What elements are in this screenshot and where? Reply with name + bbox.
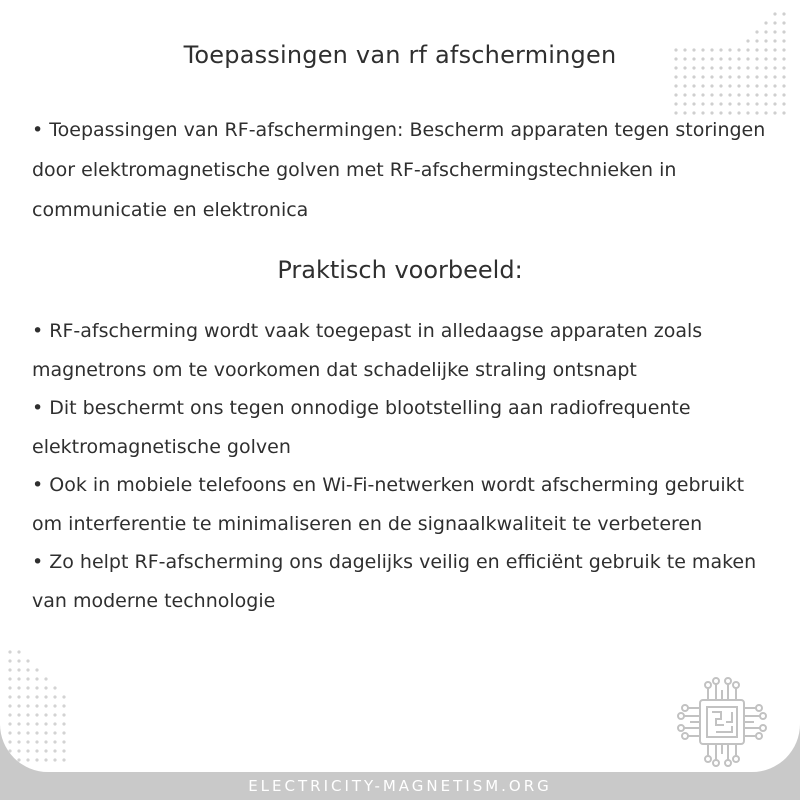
list-item: • RF-afscherming wordt vaak toegepast in alledaagse apparaten zoals magnetrons om te voorkomen dat schadelijke straling ontsnapt	[32, 320, 703, 381]
intro-paragraph: • Toepassingen van RF-afschermingen: Bescherm apparaten tegen storingen door elektromagnetische golven met RF-afschermingstechnieken in communicatie en elektronica	[32, 119, 766, 221]
example-list	[32, 312, 780, 620]
page-title: Toepassingen van rf afschermingen	[183, 41, 617, 69]
list-item: • Ook in mobiele telefoons en Wi-Fi-netwerken wordt afscherming gebruikt om interferentie te minimaliseren en de signaalkwaliteit te verbeteren	[32, 474, 745, 535]
microchip-icon	[676, 676, 768, 768]
site-footer: ELECTRICITY-MAGNETISM.ORG	[248, 777, 552, 795]
example-heading: Praktisch voorbeeld:	[277, 256, 523, 284]
list-item: • Zo helpt RF-afscherming ons dagelijks veilig en efficiënt gebruik te maken van moderne technologie	[32, 551, 757, 612]
dot-grid-icon	[6, 648, 76, 768]
list-item: • Dit beschermt ons tegen onnodige blootstelling aan radiofrequente elektromagnetische golven	[32, 397, 691, 458]
